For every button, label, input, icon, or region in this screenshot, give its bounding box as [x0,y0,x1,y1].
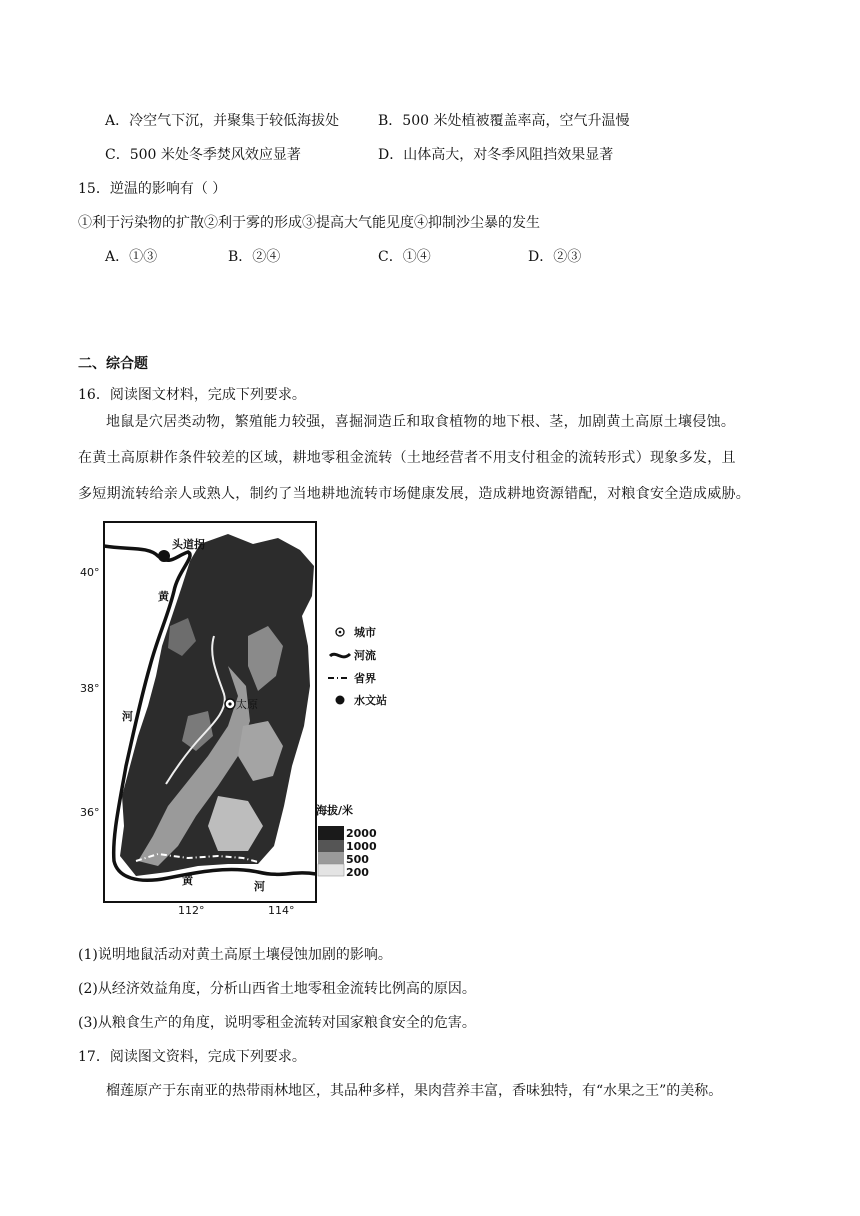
elev-swatch-1000 [318,840,344,852]
legend-border: 省界 [354,672,376,685]
lat-38: 38° [80,682,100,695]
legend-river-symbol [330,654,350,657]
label-taiyuan: 太原 [236,698,258,711]
lat-40: 40° [80,566,100,579]
q15-statements: ①利于污染物的扩散②利于雾的形成③提高大气能见度④抑制沙尘暴的发生 [78,215,540,231]
q16-passage-line-1: 地鼠是穴居类动物，繁殖能力较强，喜掘洞造丘和取食植物的地下根、茎，加剧黄土高原土壤侵蚀。 [106,414,736,430]
q16-passage-line-2: 在黄土高原耕作条件较差的区域，耕地零租金流转（土地经营者不用支付租金的流转形式）现象多发，且 [78,450,736,466]
q16-sub3: (3)从粮食生产的角度，说明零租金流转对国家粮食安全的危害。 [78,1015,476,1031]
q14-option-a: A．冷空气下沉，并聚集于较低海拔处 [105,113,340,129]
elev-2000: 2000 [346,827,377,840]
q16-stem: 16．阅读图文材料，完成下列要求。 [78,387,306,403]
label-river-he-west: 河 [122,710,133,723]
station-toudaoguai [158,550,170,562]
q15-option-a: A．①③ [105,249,158,265]
q14-option-d: D．山体高大，对冬季风阻挡效果显著 [378,147,614,163]
lon-114: 114° [268,904,295,916]
q15-option-c: C．①④ [378,249,431,265]
elev-500: 500 [346,853,369,866]
q15-option-d: D．②③ [528,249,582,265]
q14-option-c: C．500 米处冬季焚风效应显著 [105,147,301,163]
elev-1000: 1000 [346,840,377,853]
legend-city: 城市 [354,626,376,639]
q16-sub1: (1)说明地鼠活动对黄土高原土壤侵蚀加剧的影响。 [78,947,392,963]
elev-swatch-2000 [318,826,344,840]
elev-200: 200 [346,866,369,879]
elev-legend-title: 海拔/米 [316,804,354,817]
elev-swatch-500 [318,852,344,864]
q16-sub2: (2)从经济效益角度，分析山西省土地零租金流转比例高的原因。 [78,981,476,997]
legend-station-symbol [336,696,345,705]
label-river-huang-south: 黄 [182,874,193,887]
q16-passage-line-3: 多短期流转给亲人或熟人，制约了当地耕地流转市场健康发展，造成耕地资源错配，对粮食安全造成威胁。 [78,486,751,502]
lat-36: 36° [80,806,100,819]
label-toudaoguai: 头道拐 [172,538,205,551]
legend-station: 水文站 [354,694,387,707]
q17-stem: 17．阅读图文资料，完成下列要求。 [78,1049,306,1065]
q16-passage-cont [78,440,778,512]
label-river-huang-north: 黄 [158,590,169,603]
shanxi-elevation-map [78,516,418,916]
lon-112: 112° [178,904,205,916]
legend-river: 河流 [354,649,376,662]
section-title: 二、综合题 [78,356,148,372]
elev-swatch-200 [318,864,344,876]
q16-passage [78,404,778,440]
q17-passage: 榴莲原产于东南亚的热带雨林地区，其品种多样，果肉营养丰富，香味独特，有“水果之王”的美称。 [106,1083,723,1099]
q14-option-b: B．500 米处植被覆盖率高，空气升温慢 [378,113,630,129]
q15-option-b: B．②④ [228,249,281,265]
q15-stem: 15．逆温的影响有（ ） [78,181,227,197]
label-river-he-south: 河 [254,880,265,893]
